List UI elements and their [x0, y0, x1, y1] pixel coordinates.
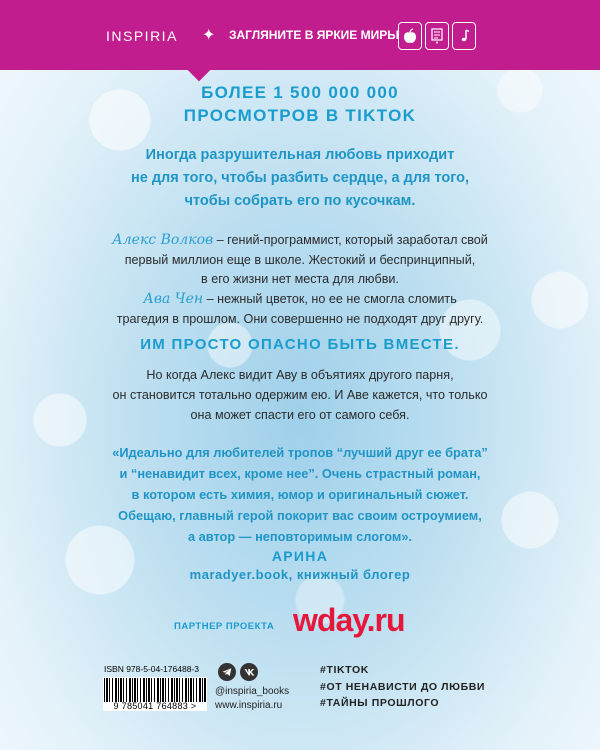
alex-line-3: в его жизни нет места для любви.	[201, 272, 399, 286]
quote-line-5: а автор — неповторимым слогом».	[187, 529, 413, 544]
hashtags	[320, 662, 485, 712]
partner-label: ПАРТНЕР ПРОЕКТА	[174, 621, 275, 632]
audio-book-icon	[452, 22, 476, 50]
publisher-header-bar	[0, 0, 600, 70]
apple-icon	[398, 22, 422, 50]
hashtag: #TIKTOK	[320, 664, 369, 676]
vk-icon	[240, 663, 258, 681]
star-icon: ✦	[202, 27, 216, 44]
plot-line-1: Но когда Алекс видит Аву в объятиях другого парня,	[146, 368, 454, 382]
partner-logo: wday.ru	[293, 602, 405, 638]
barcode	[103, 677, 207, 711]
headline-line-2: ПРОСМОТРОВ В TIKTOK	[183, 106, 417, 125]
alex-line-1	[0, 231, 600, 250]
quote-line-3: в котором есть химия, юмор и оригинальный сюжет.	[131, 487, 469, 502]
ava-line-1-text: – нежный цветок, но ее не смогла сломить	[203, 292, 457, 306]
reviewer-role: maradyer.book, книжный блогер	[189, 567, 411, 582]
quote-line-2: и “ненавидит всех, кроме нее”. Очень страстный роман,	[119, 466, 481, 481]
publisher-tagline: ЗАГЛЯНИТЕ В ЯРКИЕ МИРЫ	[229, 28, 399, 42]
quote-line-4: Обещаю, главный герой покорит вас своим остроумием,	[118, 508, 482, 523]
ava-line-2: трагедия в прошлом. Они совершенно не подходят друг другу.	[116, 312, 484, 326]
alex-line-2: первый миллион еще в школе. Жестокий и беспринципный,	[124, 253, 476, 267]
alex-line-1-text: – гений-программист, который заработал свой	[213, 233, 488, 247]
alex-name: Алекс Волков	[112, 232, 214, 248]
social-icons	[218, 663, 258, 681]
ebook-icon	[425, 22, 449, 50]
ava-name: Ава Чен	[143, 291, 204, 307]
plot-line-3: она может спасти его от самого себя.	[190, 408, 410, 422]
format-icons	[398, 22, 476, 50]
intro-line-3: чтобы собрать его по кусочкам.	[184, 193, 416, 209]
headline-line-1: БОЛЕЕ 1 500 000 000	[201, 83, 399, 102]
telegram-icon	[218, 663, 236, 681]
social-handle: @inspiria_books	[215, 686, 290, 697]
barcode-bars	[104, 678, 206, 702]
reviewer-name: АРИНА	[271, 548, 329, 564]
publisher-brand: INSPIRIA	[106, 28, 178, 44]
website: www.inspiria.ru	[215, 700, 283, 711]
hashtag: #ОТ НЕНАВИСТИ ДО ЛЮБВИ	[320, 680, 486, 693]
slogan: ИМ ПРОСТО ОПАСНО БЫТЬ ВМЕСТЕ.	[140, 336, 460, 353]
plot-line-2: он становится тотально одержим ею. И Аве кажется, что только	[112, 388, 488, 402]
hashtag: #ТАЙНЫ ПРОШЛОГО	[320, 697, 440, 709]
intro-line-2: не для того, чтобы разбить сердце, а для того,	[130, 170, 470, 186]
barcode-digits: 9 785041 764883 >	[113, 701, 197, 711]
ava-line-1	[0, 290, 600, 309]
isbn: ISBN 978-5-04-176488-3	[104, 664, 199, 674]
quote-line-1: «Идеально для любителей тропов “лучший друг ее брата”	[112, 445, 488, 460]
intro-line-1: Иногда разрушительная любовь приходит	[145, 147, 455, 163]
